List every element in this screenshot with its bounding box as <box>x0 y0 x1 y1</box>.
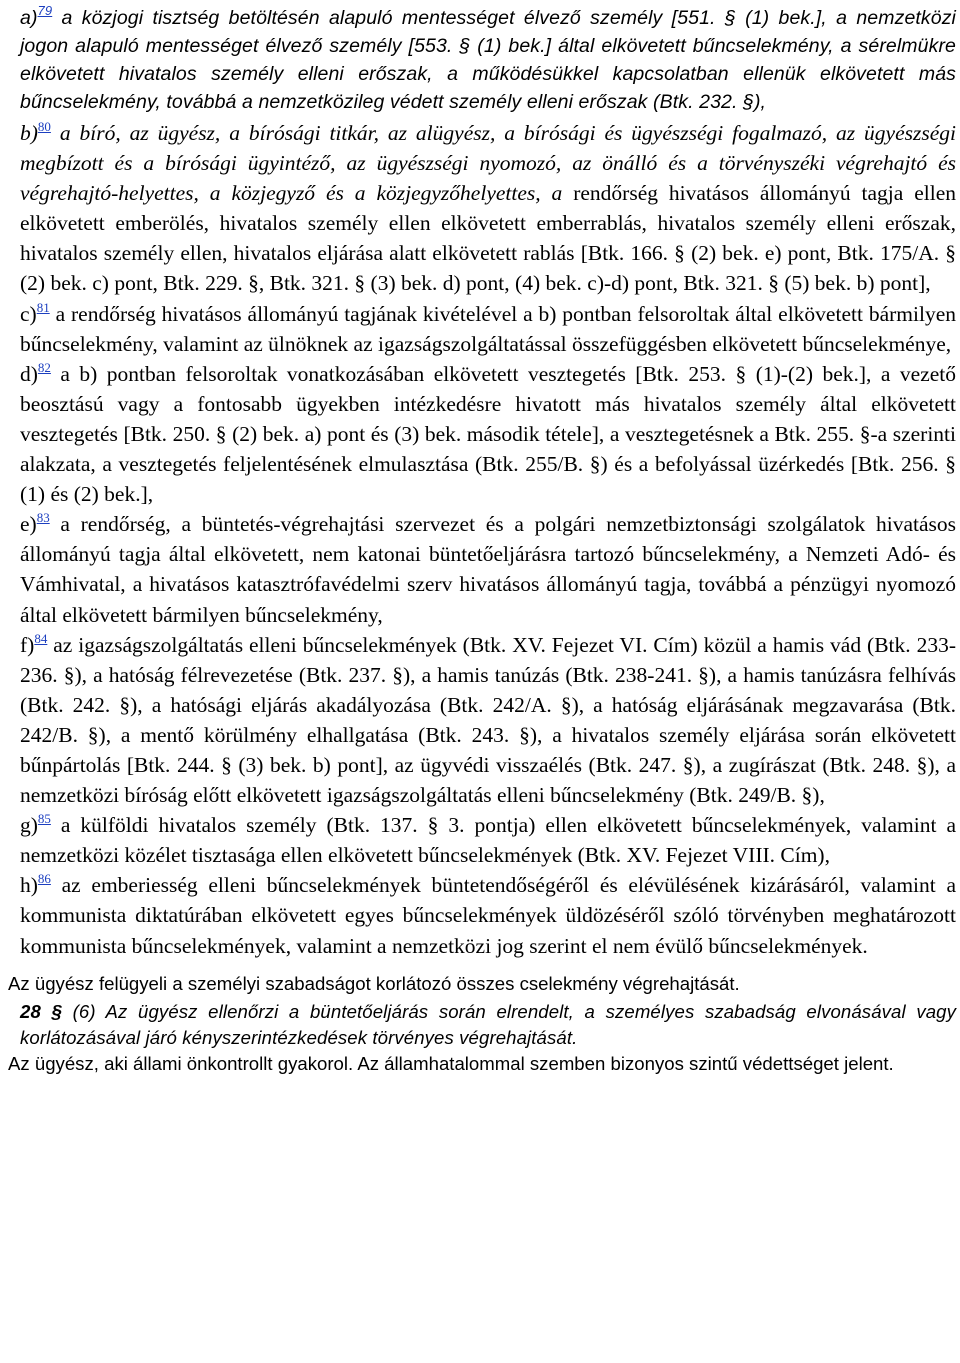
item-a <box>20 4 956 116</box>
item-d-marker: d) <box>20 361 38 386</box>
section-28-number: 28 <box>20 1000 41 1022</box>
summary-line-3: Az ügyész, aki állami önkontrollt gyakorol. Az államhatalommal szemben bizonyos szintű védettséget jelent. <box>8 1052 894 1074</box>
item-e <box>20 509 956 629</box>
footnote-link-80[interactable]: 80 <box>37 119 51 134</box>
item-b <box>20 118 956 299</box>
footnote-link-84[interactable]: 84 <box>34 630 48 646</box>
item-d <box>20 359 956 509</box>
item-c-text: a rendőrség hivatásos állományú tagjának kivételével a b) pontban felsoroltak által elkövetett bármilyen bűncselekmény, valamint az ülnöknek az igazságszolgáltatással összefüggésben elkövetett bűncselekménye, <box>20 301 956 356</box>
item-h-marker: h) <box>20 873 38 898</box>
item-f-marker: f) <box>20 632 35 657</box>
section-28-text: (6) Az ügyész ellenőrzi a büntetőeljárás során elrendelt, a személyes szabadság elvonásával vagy korlátozásával járó kényszerintézkedések törvényes végrehajtását. <box>20 1000 956 1048</box>
item-b-text-italic: a bíró, az ügyész, a bírósági titkár, az alügyész, a bírósági és ügyészségi fogalmazó, az ügyészségi megbízott és a bírósági ügyintéző, az ügyészségi nyomozó, az önálló és a törvényszéki végrehajtó és végrehajtó-helyettes, a közjegyző és a közjegyzőhelyettes, a <box>20 121 956 206</box>
footnote-link-85[interactable]: 85 <box>37 811 51 827</box>
item-b-text: rendőrség hivatásos állományú tagja ellen elkövetett emberölés, hivatalos személy ellen elkövetett emberrablás, hivatalos személy elleni erőszak, hivatalos személy ellen, hivatalos eljárása alatt elkövetett rablás [Btk. 166. § (2) bek. e) pont, Btk. 175/A. § (2) bek. c) pont, Btk. 229. §, Btk. 321. § (3) bek. d) pont, (4) bek. c)-d) pont, Btk. 321. § (5) bek. b) pont], <box>20 181 957 296</box>
item-a-marker: a) <box>20 7 38 29</box>
item-f-text: az igazságszolgáltatás elleni bűncselekmények (Btk. XV. Fejezet VI. Cím) közül a hamis vád (Btk. 233-236. §), a hatóság félrevezetése (Btk. 237. §), a hamis tanúzás (Btk. 238-241. §), a hamis tanúzásra felhívás (Btk. 242. §), a hatósági eljárás akadályozása (Btk. 242/A. §), a hatóság eljárásának megzavarása (Btk. 242/B. §), a mentő körülmény elhallgatása (Btk. 243. §), a hivatalos személy eljárása során elkövetett bűnpártolás [Btk. 244. § (3) bek. b) pont], az ügyvédi visszaélés (Btk. 247. §), a zugírászat (Btk. 248. §), a nemzetközi bíróság előtt elkövetett igazságszolgáltatás elleni bűncselekmény (Btk. 249/B. §), <box>20 632 956 808</box>
item-g-marker: g) <box>20 813 38 838</box>
item-h <box>20 870 956 960</box>
item-g-text: a külföldi hivatalos személy (Btk. 137. § 3. pontja) ellen elkövetett bűncselekmények, valamint a nemzetközi közélet tisztasága ellen elkövetett bűncselekmények (Btk. XV. Fejezet VIII. Cím), <box>20 813 956 868</box>
footnote-link-82[interactable]: 82 <box>37 359 51 375</box>
item-c <box>20 299 956 359</box>
item-d-text: a b) pontban felsoroltak vonatkozásában elkövetett vesztegetés [Btk. 253. § (1)-(2) bek.], a vezető beosztású vagy a fontosabb ügyekben intézkedésre hivatott más hivatalos személy által elkövetett vesztegetés [Btk. 250. § (2) bek. a) pont és (3) bek. második tétele], a vesztegetésnek a Btk. 255. §-a szerinti alakzata, a vesztegetés feljelentésének elmulasztása (Btk. 255/B. §) és a befolyással üzérkedés [Btk. 256. § (1) és (2) bek.], <box>20 361 956 507</box>
section-sign-icon: § <box>51 1000 62 1022</box>
footnote-link-81[interactable]: 81 <box>36 299 50 315</box>
footnote-link-79[interactable]: 79 <box>37 3 53 18</box>
item-b-marker: b) <box>20 121 38 145</box>
item-g <box>20 810 956 870</box>
item-f <box>20 630 956 811</box>
item-c-marker: c) <box>20 301 37 326</box>
item-e-text: a rendőrség, a büntetés-végrehajtási szervezet és a polgári nemzetbiztonsági szolgálatok hivatásos állományú tagja által elkövetett, nem katonai büntetőeljárásra tartozó bűncselekmény, a Nemzeti Adó- és Vámhivatal, a hivatásos katasztrófavédelmi szerv hivatásos állományú tagja, továbbá a pénzügyi nyomozó által elkövetett bármilyen bűncselekmény, <box>20 512 956 627</box>
item-a-text: a közjogi tisztség betöltésén alapuló mentességet élvező személy [551. § (1) bek.], a nemzetközi jogon alapuló mentességet élvező személy [553. § (1) bek.] által elkövetett bűncselekmény, a sérelmükre elkövetett hivatalos személy elleni erőszak, a működésükkel kapcsolatban ellenük elkövetett más bűncselekmény, továbbá a nemzetközileg védett személy elleni erőszak (Btk. 232. §), <box>20 7 956 113</box>
section-28-paragraph <box>20 999 956 1051</box>
item-e-marker: e) <box>20 512 37 537</box>
footnote-link-83[interactable]: 83 <box>36 510 50 526</box>
item-h-text: az emberiesség elleni bűncselekmények büntetendőségéről és elévülésének kizárásáról, valamint a kommunista diktatúrában elkövetett egyes bűncselekmények üldözéséről szóló törvényben meghatározott kommunista bűncselekmények, valamint a nemzetközi jog szerint el nem évülő bűncselekmények. <box>20 873 956 958</box>
summary-line-1: Az ügyész felügyeli a személyi szabadságot korlátozó összes cselekmény végrehajtását. <box>8 972 740 994</box>
footnote-link-86[interactable]: 86 <box>37 871 51 887</box>
